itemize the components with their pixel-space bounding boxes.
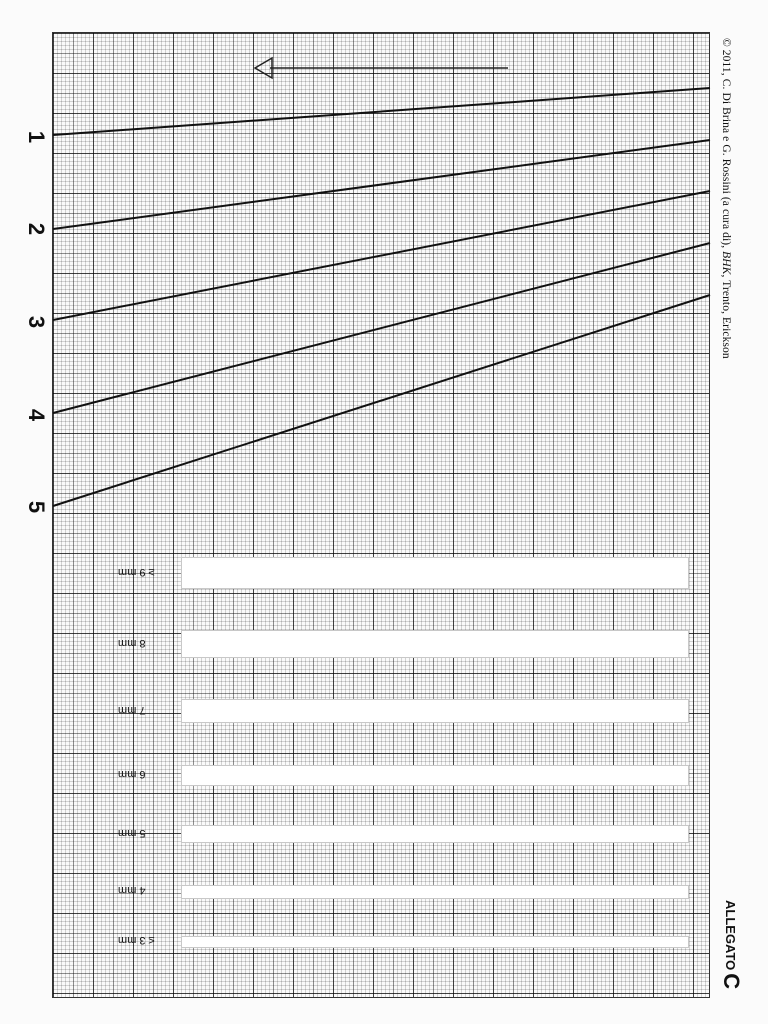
- strip-7mm: [182, 700, 688, 722]
- strip-label-7mm: 7 mm: [118, 704, 146, 716]
- strip-label-3mm: ≤ 3 mm: [118, 934, 155, 946]
- annex-label: [718, 900, 744, 989]
- copyright-prefix: © 2011, C. Di Brina e G. Rossini (a cura di),: [720, 38, 732, 252]
- strip-label-4mm: 4 mm: [118, 884, 146, 896]
- line-number-3: 3: [24, 315, 49, 329]
- writing-line-3: [53, 191, 710, 320]
- line-number-4: 4: [24, 408, 49, 422]
- strip-6mm: [182, 766, 688, 785]
- line-number-5: 5: [24, 500, 49, 514]
- direction-arrow-head: [255, 58, 272, 78]
- copyright-suffix: , Trento, Erickson: [720, 274, 732, 359]
- writing-line-5: [53, 295, 710, 506]
- copyright-title: BHK: [720, 251, 732, 275]
- strip-label-5mm: 5 mm: [118, 827, 146, 839]
- strip-8mm: [182, 631, 688, 657]
- strip-5mm: [182, 826, 688, 842]
- strip-label-6mm: 6 mm: [118, 768, 146, 780]
- strip-4mm: [182, 886, 688, 898]
- annex-letter: C: [719, 973, 744, 990]
- line-number-2: 2: [24, 222, 49, 236]
- writing-line-2: [53, 140, 710, 229]
- strip-label-8mm: 8 mm: [118, 637, 146, 649]
- strip-3mm: [182, 937, 688, 947]
- line-number-1: 1: [24, 130, 49, 144]
- annex-word: ALLEGATO: [723, 900, 738, 971]
- copyright-notice: [720, 38, 732, 359]
- writing-line-4: [53, 243, 710, 413]
- strip-label-9mm: ≥ 9 mm: [118, 566, 155, 578]
- writing-line-1: [53, 88, 710, 135]
- strip-9mm: [182, 558, 688, 588]
